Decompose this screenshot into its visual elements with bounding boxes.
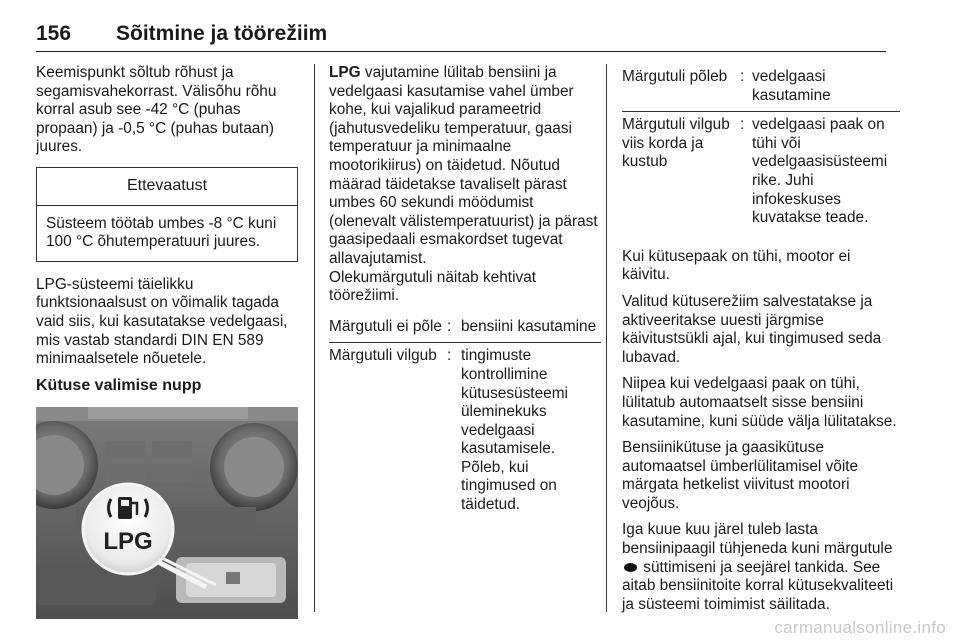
chapter-title: Sõitmine ja töörežiim: [116, 22, 328, 45]
lpg-bold-term: LPG: [329, 64, 361, 81]
paragraph-auto-switch: Niipea kui vedelgaasi paak on tühi, lülitatub automaatselt sisse bensiini kasutamine, kuni süüde välja lülitatakse.: [622, 375, 897, 430]
table-row: [329, 343, 601, 521]
table-term: Märgutuli vilgub: [329, 347, 437, 365]
lpg-paragraph: LPG-süsteemi täielikku funktsionaalsust on võimalik tagada vaid siis, kui kasutatakse vedelgaasi, mis vastab standardi DIN EN 589 minimaalsetele nõuetele.: [36, 275, 288, 368]
table-row: [622, 64, 900, 112]
column-3: [622, 64, 900, 622]
table-sep: :: [447, 347, 452, 365]
paragraph-six-months: [622, 521, 900, 614]
page-header: [36, 22, 886, 52]
lpg-switch-text: vajutamine lülitab bensiini ja vedelgaasi kasutamise vahel ümber kohe, kui vajalikud parameetrid (jahutusvedeliku temperatuur, gaasi temperatuur ja minimaalne mootorikiirus) on täidetud. Nõutud määrad täidetakse tavaliselt pärast umbes 60 sekundi möödumist (olenevalt välistemperatuurist) ja pärast gaasipedaali esmakordset tugevat allavajutamist.: [329, 64, 598, 267]
fuel-selector-figure: [36, 407, 298, 619]
caution-box: [36, 167, 298, 262]
table-sep: :: [447, 314, 461, 343]
table-desc: vedelgaasi kasutamine: [752, 64, 900, 112]
table-row: [622, 112, 900, 234]
lpg-switch-paragraph: [329, 64, 601, 306]
paragraph-delay: Bensiinikütuse ja gaasikütuse automaatsel ümberlülitamisel võite märgata hetkelist viivitust mootori veojõus.: [622, 439, 859, 512]
table-desc: tingimuste kontrollimine kütusesüsteemi üleminekuks vedelgaasi kasutamisele. Põleb, kui tingimused on täidetud.: [461, 347, 568, 514]
page-number: 156: [36, 22, 72, 45]
dashboard-illustration: [36, 407, 298, 619]
table-term: Märgutuli ei põle: [329, 314, 447, 343]
column-1: [36, 64, 298, 619]
paragraph-text-part: süttimiseni ja seejärel tankida. See aitab bensiinitoite korral kütusekvaliteeti ja süsteemi toimimist säilitada.: [622, 558, 894, 613]
paragraph-mode-saved: Valitud kütuserežiim salvestatakse ja aktiveeritakse uuesti järgmise käivitustsükli ajal, kui tingimused seda lubavad.: [622, 292, 882, 366]
table-term: Märgutuli põleb: [622, 64, 740, 112]
table-row: [329, 314, 601, 343]
column-2: [329, 64, 601, 527]
table-desc: vedelgaasi paak on tühi või vedelgaasisüsteemi rike. Juhi infokeskuses kuvatakse teade.: [752, 116, 888, 227]
indicator-table-1: [329, 314, 601, 521]
caution-body: Süsteem töötab umbes -8 °C kuni 100 °C õhutemperatuuri juures.: [46, 214, 277, 251]
lpg-figure-label: LPG: [103, 528, 153, 556]
table-term: Märgutuli vilgub viis korda ja kustub: [622, 116, 730, 171]
paragraph-text-part: Iga kuue kuu järel tuleb lasta bensiinipaagil tühjeneda kuni märgutule: [622, 521, 893, 558]
table-sep: :: [740, 116, 745, 134]
lpg-button-icon: [226, 572, 240, 584]
indicator-table-2: [622, 64, 900, 234]
table-sep: :: [740, 64, 752, 112]
column-divider-2: [606, 64, 607, 612]
watermark: carmanualsonline.info: [774, 618, 946, 637]
caution-title: Ettevaatust: [37, 168, 297, 206]
column-divider-1: [314, 64, 315, 612]
indicator-lamp-icon: [624, 563, 637, 572]
paragraph-tank-empty: Kui kütusepaak on tühi, mootor ei käivitu.: [622, 247, 851, 284]
indicator-text: Olekumärgutuli näitab kehtivat töörežiimi.: [329, 268, 537, 305]
table-desc: bensiini kasutamine: [461, 314, 601, 343]
intro-paragraph: Keemispunkt sõltub rõhust ja segamisvahekorrast. Välisõhu rõhu korral asub see -42 °C (puhas propaan) ja -0,5 °C (puhas butaan) juures.: [36, 64, 277, 156]
section-heading: Kütuse valimise nupp: [36, 376, 202, 394]
